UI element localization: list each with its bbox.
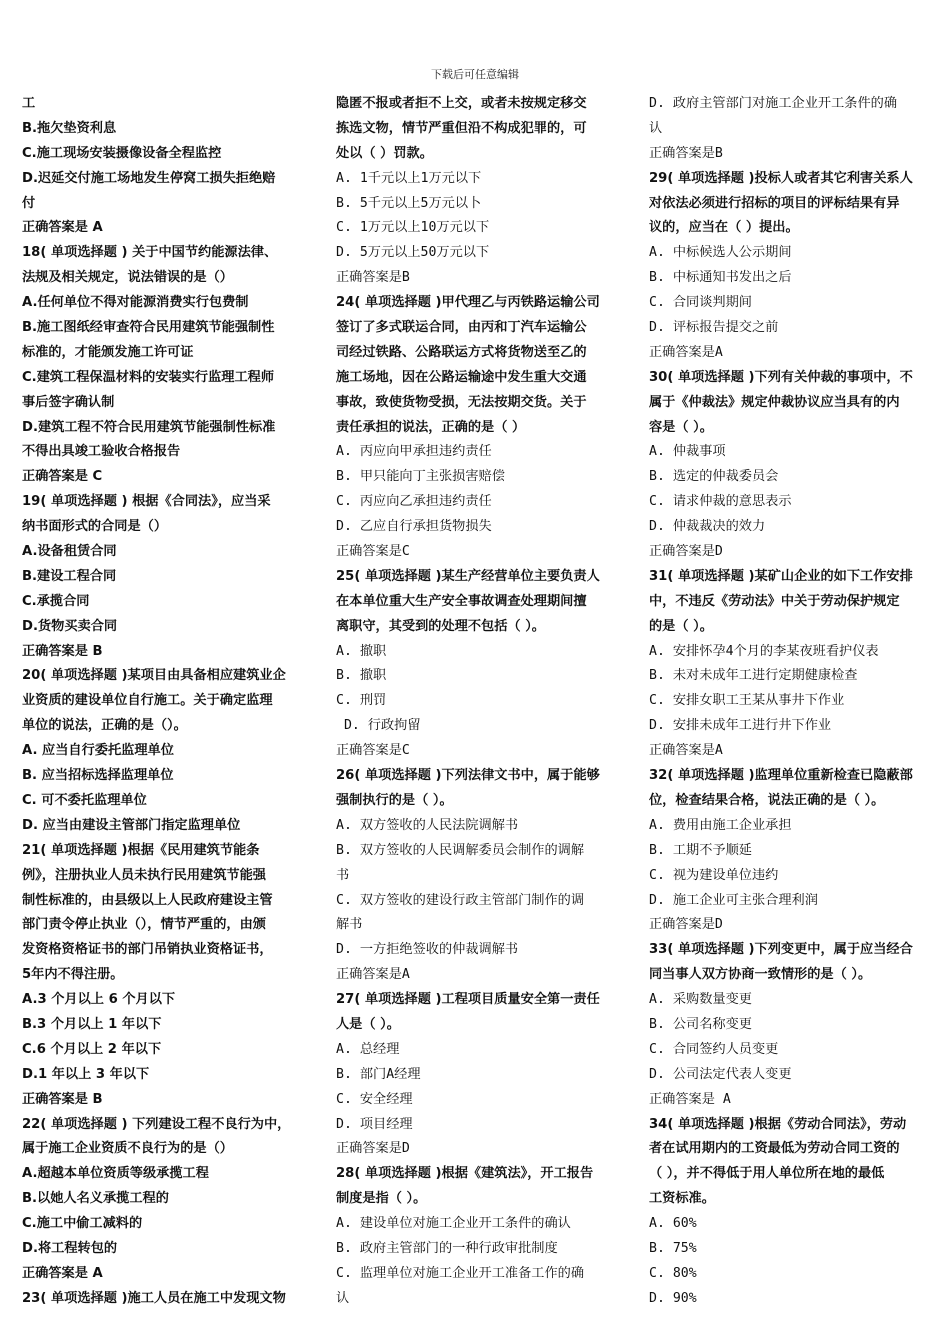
text-line: 工	[22, 96, 36, 111]
text-line: B. 5千元以上5万元以卜	[336, 195, 482, 211]
text-line: C.承揽合同	[22, 593, 90, 609]
text-line: B. 应当招标选择监理单位	[22, 768, 174, 784]
text-line: 施工场地，因在公路运输途中发生重大交通	[336, 369, 587, 385]
text-line: A. 建设单位对施工企业开工条件的确认	[336, 1216, 571, 1232]
text-line: （ ），并不得低于用人单位所在地的最低	[649, 1166, 885, 1182]
text-line: 22( 单项选择题 ) 下列建设工程不良行为中，	[22, 1116, 291, 1132]
text-line: 对依法必须进行招标的项目的评标结果有异	[649, 195, 900, 211]
text-line: C. 监理单位对施工企业开工准备工作的确	[336, 1265, 585, 1281]
text-line: D. 一方拒绝签收的仲裁调解书	[336, 942, 519, 958]
text-line: B. 撤职	[336, 668, 387, 684]
text-line: C. 双方签收的建设行政主管部门制作的调	[336, 892, 585, 908]
text-line: B.建设工程合同	[22, 568, 117, 584]
text-line: 在本单位重大生产安全事故调查处理期间擅	[336, 593, 587, 609]
text-line: D. 政府主管部门对施工企业开工条件的确	[649, 96, 898, 111]
text-line: 5年内不得注册。	[22, 967, 124, 983]
text-line: D.1 年以上 3 年以下	[22, 1066, 150, 1082]
text-line: C. 安排女职工王某从事井下作业	[649, 693, 845, 709]
text-line: C.6 个月以上 2 年以下	[22, 1041, 162, 1057]
text-line: C. 请求仲裁的意思表示	[649, 494, 792, 510]
text-line: 正确答案是D	[649, 917, 723, 933]
text-line: C.施工现场安装摄像设备全程监控	[22, 145, 222, 161]
page-header: 下载后可任意编辑	[431, 68, 519, 81]
text-line: 标准的，才能颁发施工许可证	[22, 344, 194, 360]
text-line: 认	[336, 1290, 350, 1306]
text-line: 正确答案是A	[649, 743, 723, 759]
text-line: B.拖欠垫资利息	[22, 120, 117, 136]
text-line: A.任何单位不得对能源消费实行包费制	[22, 295, 249, 311]
text-line: 26( 单项选择题 )下列法律文书中，属于能够	[336, 768, 600, 784]
text-line: A.设备租赁合同	[22, 544, 117, 560]
text-line: A. 中标候选人公示期间	[649, 245, 792, 261]
text-line: A. 费用由施工企业承担	[649, 817, 792, 833]
text-line: D. 应当由建设主管部门指定监理单位	[22, 817, 241, 833]
text-line: A.超越本单位资质等级承揽工程	[22, 1166, 209, 1182]
text-line: B. 甲只能向丁主张损害赔偿	[336, 469, 505, 485]
text-line: C. 可不委托监理单位	[22, 792, 147, 808]
text-line: C. 视为建设单位违约	[649, 867, 779, 883]
text-line: 33( 单项选择题 )下列变更中，属于应当经合	[649, 942, 913, 958]
text-line: B.以她人名义承揽工程的	[22, 1191, 169, 1207]
text-line: 正确答案是A	[336, 967, 410, 983]
text-line: 同当事人双方协商一致情形的是（ ）。	[649, 967, 872, 983]
text-line: B. 选定的仲裁委员会	[649, 469, 779, 485]
text-line: 隐匿不报或者拒不上交，或者未按规定移交	[336, 96, 587, 111]
text-line: 拣选文物，情节严重但沿不构成犯罪的，可	[336, 120, 587, 136]
text-line: 正确答案是A	[649, 344, 723, 360]
text-line: C. 合同签约人员变更	[649, 1041, 779, 1057]
text-line: 责任承担的说法，正确的是（ ）	[336, 419, 526, 435]
text-line: B. 未对未成年工进行定期健康检查	[649, 668, 858, 684]
text-line: C. 丙应向乙承担违约责任	[336, 494, 492, 510]
text-line: B. 中标通知书发出之后	[649, 270, 792, 286]
text-line: 21( 单项选择题 )根据《民用建筑节能条	[22, 842, 260, 858]
text-line: A. 采购数量变更	[649, 992, 752, 1008]
text-line: 解书	[336, 917, 363, 933]
text-line: C. 80%	[649, 1265, 697, 1281]
column-middle	[336, 92, 628, 1312]
text-line: D. 评标报告提交之前	[649, 320, 779, 336]
text-line: 20( 单项选择题 )某项目由具备相应建筑业企	[22, 668, 286, 684]
text-line: 者在试用期内的工资最低为劳动合同工资的	[649, 1141, 900, 1157]
text-line: 正确答案是D	[649, 544, 723, 560]
text-line: B.施工图纸经审查符合民用建筑节能强制性	[22, 320, 275, 336]
text-line: D.迟延交付施工场地发生停窝工损失拒绝赔	[22, 170, 276, 186]
text-line: A. 总经理	[336, 1041, 400, 1057]
text-line: 强制执行的是（ ）。	[336, 792, 453, 808]
text-line: D. 公司法定代表人变更	[649, 1066, 792, 1082]
text-line: 人是（ ）。	[336, 1016, 400, 1032]
text-line: A.3 个月以上 6 个月以下	[22, 992, 176, 1008]
text-line: 不得出具竣工验收合格报告	[22, 444, 181, 460]
text-line: C. 合同谈判期间	[649, 295, 752, 311]
text-line: 中，不违反《劳动法》中关于劳动保护规定	[649, 593, 900, 609]
text-line: 正确答案是C	[336, 743, 410, 759]
text-line: B. 75%	[649, 1240, 697, 1256]
text-line: 处以（ ）罚款。	[336, 145, 433, 161]
text-line: 的是（ ）。	[649, 618, 713, 634]
text-line: 纳书面形式的合同是（）	[22, 519, 168, 535]
text-line: 27( 单项选择题 )工程项目质量安全第一责任	[336, 992, 600, 1008]
text-line: A. 丙应向甲承担违约责任	[336, 444, 492, 460]
text-line: C.建筑工程保温材料的安装实行监理工程师	[22, 369, 275, 385]
text-line: D.货物买卖合同	[22, 618, 118, 634]
text-line: C. 安全经理	[336, 1091, 413, 1107]
text-line: 属于《仲裁法》规定仲裁协议应当具有的内	[649, 394, 900, 410]
text-line: 事后签字确认制	[22, 394, 115, 410]
text-line: 事故，致使货物受损，无法按期交货。关于	[336, 394, 587, 410]
text-line: 签订了多式联运合同，由丙和丁汽车运输公	[336, 320, 587, 336]
text-line: B.3 个月以上 1 年以下	[22, 1016, 162, 1032]
text-line: 例》，注册执业人员未执行民用建筑节能强	[22, 867, 266, 883]
text-line: 32( 单项选择题 )监理单位重新检查已隐蔽部	[649, 768, 913, 784]
text-line: 制性标准的，由县级以上人民政府建设主管	[22, 892, 273, 908]
text-line: B. 公司名称变更	[649, 1016, 752, 1032]
text-line: D. 行政拘留	[336, 718, 421, 734]
text-line: D. 安排未成年工进行井下作业	[649, 718, 832, 734]
text-line: B. 部门A经理	[336, 1066, 421, 1082]
text-line: 付	[22, 195, 36, 211]
text-line: 正确答案是 A	[649, 1091, 731, 1107]
text-line: D. 90%	[649, 1290, 697, 1306]
text-line: 34( 单项选择题 )根据《劳动合同法》，劳动	[649, 1116, 907, 1132]
text-line: 部门责令停止执业（），情节严重的，由颁	[22, 917, 266, 933]
text-line: D. 项目经理	[336, 1116, 413, 1132]
text-line: 单位的说法，正确的是（）。	[22, 718, 187, 734]
text-line: 正确答案是D	[336, 1141, 410, 1157]
text-line: 23( 单项选择题 )施工人员在施工中发现文物	[22, 1290, 286, 1306]
text-line: C. 刑罚	[336, 693, 387, 709]
text-line: 31( 单项选择题 )某矿山企业的如下工作安排	[649, 568, 913, 584]
text-line: 容是（ ）。	[649, 419, 713, 435]
text-line: 发资格资格证书的部门吊销执业资格证书，	[22, 942, 273, 958]
text-line: B. 双方签收的人民调解委员会制作的调解	[336, 842, 585, 858]
text-line: 业资质的建设单位自行施工。关于确定监理	[22, 693, 273, 709]
text-line: D. 5万元以上50万元以下	[336, 245, 490, 261]
text-line: D.建筑工程不符合民用建筑节能强制性标准	[22, 419, 276, 435]
text-line: 29( 单项选择题 )投标人或者其它利害关系人	[649, 170, 913, 186]
text-line: 正确答案是 A	[22, 220, 103, 236]
text-line: D. 乙应自行承担货物损失	[336, 519, 492, 535]
text-line: 28( 单项选择题 )根据《建筑法》，开工报告	[336, 1166, 594, 1182]
text-line: 司经过铁路、公路联运方式将货物送至乙的	[336, 344, 587, 360]
text-line: 正确答案是 C	[22, 469, 103, 485]
text-line: D. 施工企业可主张合理利润	[649, 892, 818, 908]
text-line: 正确答案是C	[336, 544, 410, 560]
text-line: 属于施工企业资质不良行为的是（）	[22, 1141, 233, 1157]
text-line: B. 政府主管部门的一种行政审批制度	[336, 1240, 558, 1256]
text-line: 法规及相关规定，说法错误的是（）	[22, 270, 233, 286]
text-line: 工资标准。	[649, 1191, 715, 1207]
text-line: D.将工程转包的	[22, 1240, 118, 1256]
text-line: C. 1万元以上10万元以下	[336, 220, 490, 236]
text-line: A. 安排怀孕4个月的李某夜班看护仪表	[649, 643, 879, 659]
column-right	[649, 92, 933, 1312]
text-line: A. 仲裁事项	[649, 444, 726, 460]
text-line: B. 工期不予顺延	[649, 842, 752, 858]
text-line: 正确答案是B	[649, 145, 723, 161]
text-line: 离职守，其受到的处理不包括（ ）。	[336, 618, 545, 634]
text-line: A. 60%	[649, 1216, 697, 1232]
text-line: 制度是指（ ）。	[336, 1191, 427, 1207]
text-line: 18( 单项选择题 ) 关于中国节约能源法律、	[22, 245, 278, 261]
text-line: 30( 单项选择题 )下列有关仲裁的事项中，不	[649, 369, 913, 385]
text-line: 正确答案是 A	[22, 1265, 103, 1281]
text-line: 位，检查结果合格，说法正确的是（ ）。	[649, 792, 885, 808]
text-line: 正确答案是 B	[22, 1091, 103, 1107]
text-line: A. 应当自行委托监理单位	[22, 743, 174, 759]
text-line: 认	[649, 120, 663, 136]
text-line: 正确答案是B	[336, 270, 410, 286]
text-line: A. 1千元以上1万元以下	[336, 170, 482, 186]
text-line: A. 撤职	[336, 643, 387, 659]
text-line: C.施工中偷工减料的	[22, 1216, 143, 1232]
text-line: 正确答案是 B	[22, 643, 103, 659]
text-line: 24( 单项选择题 )甲代理乙与丙铁路运输公司	[336, 295, 600, 311]
text-line: A. 双方签收的人民法院调解书	[336, 817, 519, 833]
text-line: D. 仲裁裁决的效力	[649, 519, 766, 535]
text-line: 议的，应当在（ ）提出。	[649, 220, 799, 236]
text-line: 25( 单项选择题 )某生产经营单位主要负责人	[336, 568, 600, 584]
column-left	[22, 92, 314, 1312]
text-line: 19( 单项选择题 ) 根据《合同法》，应当采	[22, 494, 271, 510]
text-line: 书	[336, 867, 350, 883]
